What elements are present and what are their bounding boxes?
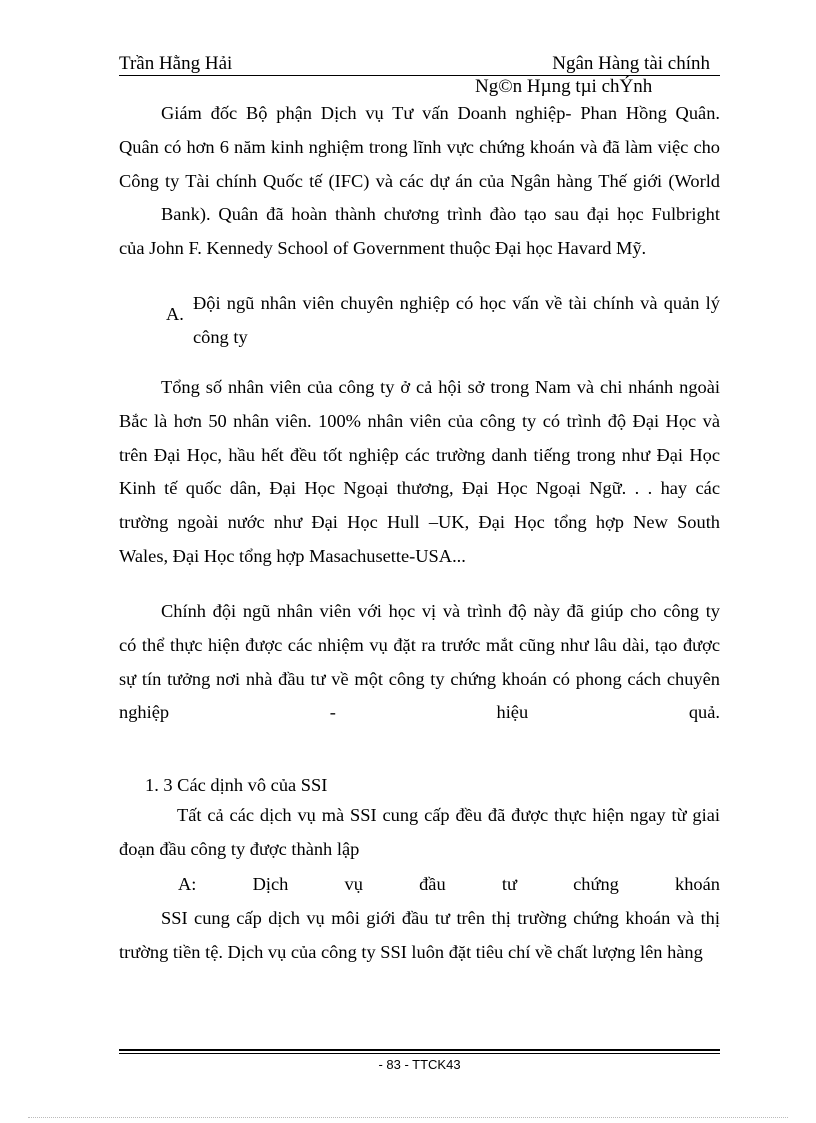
text-line: Tất cả các dịch vụ mà SSI cung cấp đều đã được thực hiện ngay từ giai	[177, 805, 720, 825]
text-line: Tổng số nhân viên của công ty ở cả hội sở trong Nam và chi nhánh ngoài	[161, 377, 720, 397]
word: quả.	[688, 702, 720, 723]
footer-rule-bottom	[119, 1053, 720, 1054]
page-edge-divider	[28, 1117, 788, 1118]
section-13-heading: 1. 3 Các dịnh vô của SSI	[145, 775, 328, 795]
footer-rule-top	[119, 1049, 720, 1051]
paragraph-services-body	[119, 902, 720, 970]
word: A:	[178, 874, 197, 894]
text-line: Bắc là hơn 50 nhân viên. 100% nhân viên của công ty có trình độ Đại Học và	[119, 410, 720, 431]
text-line: trường tiền tệ. Dịch vụ của công ty SSI luôn đặt tiêu chí về chất lượng lên hàng	[119, 941, 703, 962]
text-line: đoạn đầu công ty được thành lập	[119, 838, 360, 859]
word: -	[329, 702, 336, 723]
text-line: SSI cung cấp dịch vụ môi giới đầu tư trên thị trường chứng khoán và thị	[161, 908, 720, 928]
text-line: trên Đại Học, hầu hết đều tốt nghiệp các trường danh tiếng trong như Đại Học	[119, 444, 720, 465]
paragraph-services-intro	[119, 799, 720, 867]
word: hiệu	[496, 702, 529, 723]
heading-line: công ty	[193, 326, 248, 347]
text-line: trường ngoài nước như Đại Học Hull –UK, Đại Học tổng hợp New South	[119, 512, 720, 533]
section-a-heading	[193, 287, 720, 355]
text-line: có thể thực hiện được các nhiệm vụ đặt ra trước mắt cũng như lâu dài, tạo được	[119, 634, 720, 655]
word: đầu	[419, 874, 446, 894]
word: Dịch	[252, 874, 289, 894]
text-line: Công ty Tài chính Quốc tế (IFC) và các dự án của Ngân hàng Thế giới (World	[119, 170, 720, 191]
text-line: Kinh tế quốc dân, Đại Học Ngoại thương, Đại Học Ngoại Ngữ. . . hay các	[119, 478, 720, 499]
text-line: Giám đốc Bộ phận Dịch vụ Tư vấn Doanh nghiệp- Phan Hồng Quân.	[161, 103, 720, 123]
page-number: - 83 - TTCK43	[378, 1057, 461, 1072]
word: vụ	[344, 874, 363, 894]
word: nghiệp	[119, 702, 170, 723]
text-line-spread	[119, 696, 720, 730]
paragraph-management	[119, 97, 720, 266]
text-line: của John F. Kennedy School of Government thuộc Đại học Havard Mỹ.	[119, 238, 647, 259]
word: chứng	[573, 874, 619, 894]
section-a-marker: A.	[166, 304, 184, 324]
text-line: sự tín tưởng nơi nhà đầu tư về một công ty chứng khoán có phong cách chuyên	[119, 668, 720, 689]
header-title: Ngân Hàng tài chính	[552, 53, 710, 74]
heading-line: Đội ngũ nhân viên chuyên nghiệp có học vấn về tài chính và quản lý	[193, 293, 720, 313]
text-line: Chính đội ngũ nhân viên với học vị và trình độ này đã giúp cho công ty	[161, 601, 720, 621]
text-line: Wales, Đại Học tổng hợp Masachusette-USA...	[119, 545, 466, 566]
header-subline: Ng©n Hµng tµi chÝnh	[475, 76, 653, 97]
subheading-investment-service	[178, 868, 720, 902]
paragraph-team-quality	[119, 595, 720, 730]
word: khoán	[675, 874, 720, 894]
header-author: Trần Hằng Hải	[119, 53, 233, 74]
paragraph-staff	[119, 371, 720, 574]
text-line: Quân có hơn 6 năm kinh nghiệm trong lĩnh vực chứng khoán và đã làm việc cho	[119, 136, 720, 157]
text-line: Bank). Quân đã hoàn thành chương trình đào tạo sau đại học Fulbright	[161, 204, 720, 225]
word: tư	[501, 874, 517, 894]
